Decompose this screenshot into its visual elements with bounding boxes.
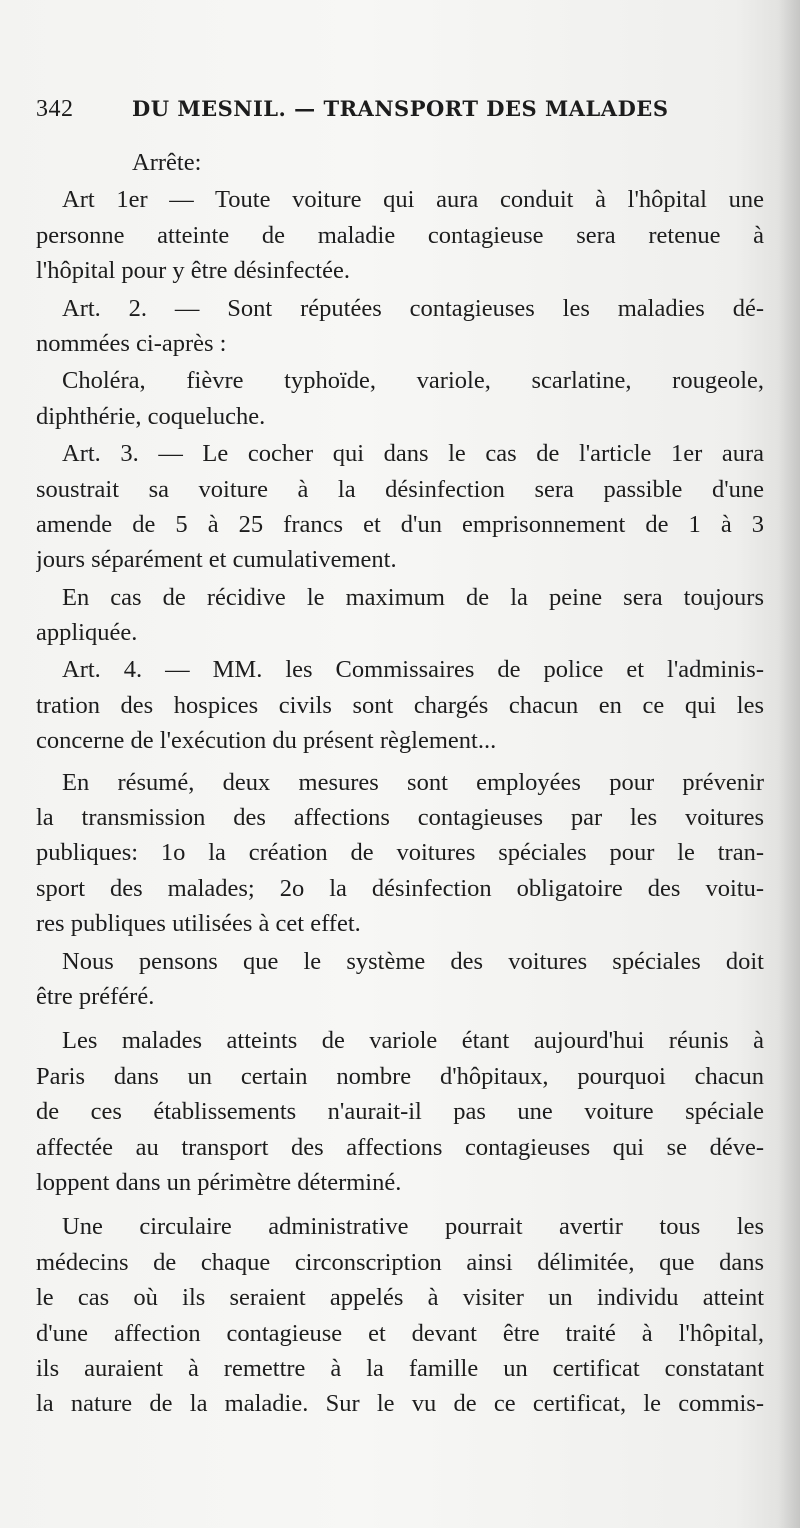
text-line: la nature de la maladie. Sur le vu de ce certificat, le commis- bbox=[36, 1390, 764, 1418]
text-line: de ces établissements n'aurait-il pas une voiture spéciale bbox=[36, 1098, 764, 1126]
text-line: d'une affection contagieuse et devant être traité à l'hôpital, bbox=[36, 1319, 764, 1347]
text-line: Art. 3. — Le cocher qui dans le cas de l'article 1er aura bbox=[62, 440, 764, 468]
text-line: appliquée. bbox=[36, 619, 138, 647]
text-line: sport des malades; 2o la désinfection obligatoire des voitu- bbox=[36, 874, 764, 902]
text-line: tration des hospices civils sont chargés chacun en ce qui les bbox=[36, 691, 764, 719]
text-line: loppent dans un périmètre déterminé. bbox=[36, 1168, 402, 1196]
page-body bbox=[36, 145, 764, 1422]
text-line: Art 1er — Toute voiture qui aura conduit à l'hôpital une bbox=[62, 186, 764, 214]
text-line: diphthérie, coqueluche. bbox=[36, 402, 266, 430]
text-line: Choléra, fièvre typhoïde, variole, scarlatine, rougeole, bbox=[62, 367, 764, 395]
text-line: médecins de chaque circonscription ainsi délimitée, que dans bbox=[36, 1248, 764, 1276]
running-header bbox=[36, 96, 766, 126]
text-line: Une circulaire administrative pourrait avertir tous les bbox=[62, 1213, 764, 1241]
text-line: concerne de l'exécution du présent règlement... bbox=[36, 727, 497, 755]
text-line: amende de 5 à 25 francs et d'un emprisonnement de 1 à 3 bbox=[36, 510, 764, 538]
text-line: Les malades atteints de variole étant aujourd'hui réunis à bbox=[62, 1027, 764, 1055]
text-line: la transmission des affections contagieuses par les voitures bbox=[36, 804, 764, 832]
text-line: l'hôpital pour y être désinfectée. bbox=[36, 257, 350, 285]
text-line: personne atteinte de maladie contagieuse sera retenue à bbox=[36, 221, 764, 249]
text-line: Art. 4. — MM. les Commissaires de police et l'adminis- bbox=[62, 656, 764, 684]
text-line: Nous pensons que le système des voitures spéciales doit bbox=[62, 947, 764, 975]
text-line: publiques: 1o la création de voitures spéciales pour le tran- bbox=[36, 839, 764, 867]
text-line: Arrête: bbox=[132, 149, 202, 176]
text-line: soustrait sa voiture à la désinfection sera passible d'une bbox=[36, 475, 764, 503]
text-line: Art. 2. — Sont réputées contagieuses les maladies dé- bbox=[62, 294, 764, 322]
text-line: affectée au transport des affections contagieuses qui se déve- bbox=[36, 1133, 764, 1161]
text-line: ils auraient à remettre à la famille un certificat constatant bbox=[36, 1354, 764, 1382]
page-number: 342 bbox=[36, 96, 74, 122]
text-line: Paris dans un certain nombre d'hôpitaux, pourquoi chacun bbox=[36, 1062, 764, 1090]
running-title: DU MESNIL. — TRANSPORT DES MALADES bbox=[132, 96, 669, 121]
text-line: En résumé, deux mesures sont employées pour prévenir bbox=[62, 768, 764, 796]
page-edge-shadow bbox=[778, 0, 800, 1528]
text-line: En cas de récidive le maximum de la peine sera toujours bbox=[62, 583, 764, 611]
text-line: res publiques utilisées à cet effet. bbox=[36, 910, 361, 938]
text-line: être préféré. bbox=[36, 982, 155, 1010]
text-line: le cas où ils seraient appelés à visiter un individu atteint bbox=[36, 1284, 764, 1312]
text-line: jours séparément et cumulativement. bbox=[36, 546, 397, 574]
text-line: nommées ci-après : bbox=[36, 329, 227, 357]
